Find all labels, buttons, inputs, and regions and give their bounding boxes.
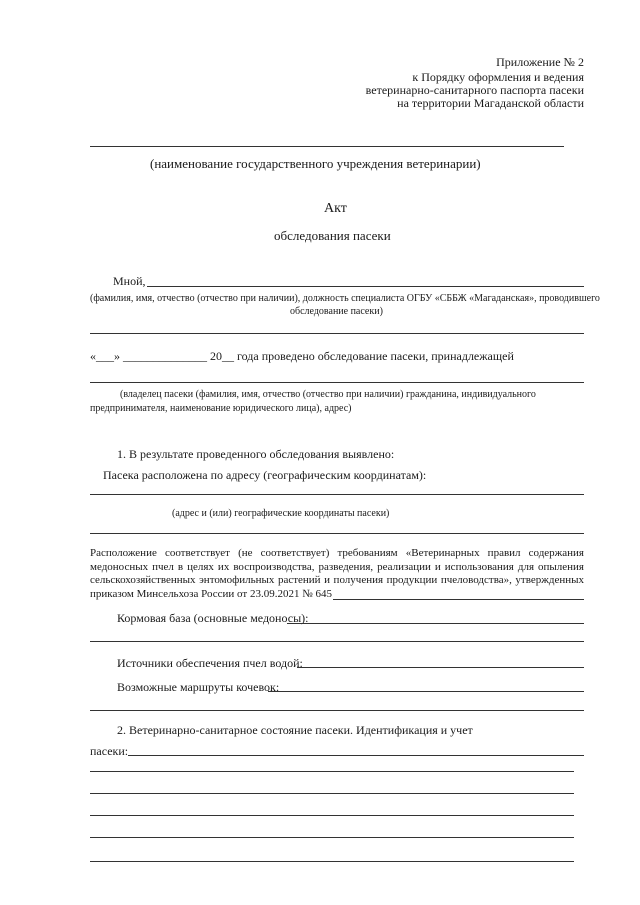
document-title: Акт [324, 201, 347, 216]
routes-label: Возможные маршруты кочевок: [117, 680, 280, 694]
by-me-label: Мной, [113, 274, 146, 288]
appendix-ref-line-2: ветеринарно-санитарного паспорта пасеки [365, 83, 584, 97]
section-2-line-4[interactable] [90, 815, 574, 816]
owner-line[interactable] [90, 382, 584, 383]
compliance-text: Расположение соответствует (не соответствует) требованиям «Ветеринарных правил содержания медоносных пчел в целях их воспроизводства, разведения, реализации и использования для опыления сельскохозяйственных энтомофильных растений и получения продукции пчеловодства», утвержденных приказом Минсельхоза России от 23.09.2021 № 645 [90, 547, 584, 600]
address-caption: (адрес и (или) географические координаты пасеки) [172, 508, 390, 519]
section-1-title: 1. В результате проведенного обследования выявлено: [117, 447, 395, 461]
appendix-number: Приложение № 2 [496, 55, 584, 69]
institution-name-line[interactable] [90, 146, 564, 147]
address-line[interactable] [90, 494, 584, 495]
institution-caption: (наименование государственного учреждения ветеринарии) [150, 156, 481, 171]
specialist-caption-2: обследование пасеки) [290, 306, 383, 317]
section-2-title: 2. Ветеринарно-санитарное состояние пасеки. Идентификация и учет [117, 723, 473, 737]
section-2-line-1[interactable] [128, 755, 584, 756]
appendix-ref-line-3: на территории Магаданской области [397, 96, 584, 110]
section-2-line-2[interactable] [90, 771, 574, 772]
section-2-line-5[interactable] [90, 837, 574, 838]
section-2-line-6[interactable] [90, 861, 574, 862]
section-2-continuation: пасеки: [90, 744, 129, 758]
forage-label: Кормовая база (основные медоносы): [117, 611, 309, 625]
specialist-name-line[interactable] [147, 286, 584, 287]
appendix-ref-line-1: к Порядку оформления и ведения [412, 70, 584, 84]
water-label: Источники обеспечения пчел водой: [117, 656, 303, 670]
specialist-caption-1: (фамилия, имя, отчество (отчество при наличии), должность специалиста ОГБУ «СББЖ «Магаданская», проводившего [90, 293, 600, 304]
water-line[interactable] [297, 667, 584, 668]
inspection-date-line[interactable]: «___» ______________ 20__ года проведено обследование пасеки, принадлежащей [90, 349, 514, 363]
routes-extra-line[interactable] [90, 710, 584, 711]
location-label: Пасека расположена по адресу (географическим координатам): [103, 468, 427, 482]
specialist-extra-line[interactable] [90, 333, 584, 334]
document-subtitle: обследования пасеки [274, 228, 391, 243]
section-2-line-3[interactable] [90, 793, 574, 794]
forage-extra-line[interactable] [90, 641, 584, 642]
owner-caption-1: (владелец пасеки (фамилия, имя, отчество (отчество при наличии) гражданина, индивидуального [120, 389, 536, 400]
owner-caption-2: предпринимателя, наименование юридического лица), адрес) [90, 403, 352, 414]
routes-line[interactable] [268, 691, 584, 692]
forage-line[interactable] [287, 623, 584, 624]
compliance-fill-line[interactable] [333, 599, 584, 600]
address-extra-line[interactable] [90, 533, 584, 534]
